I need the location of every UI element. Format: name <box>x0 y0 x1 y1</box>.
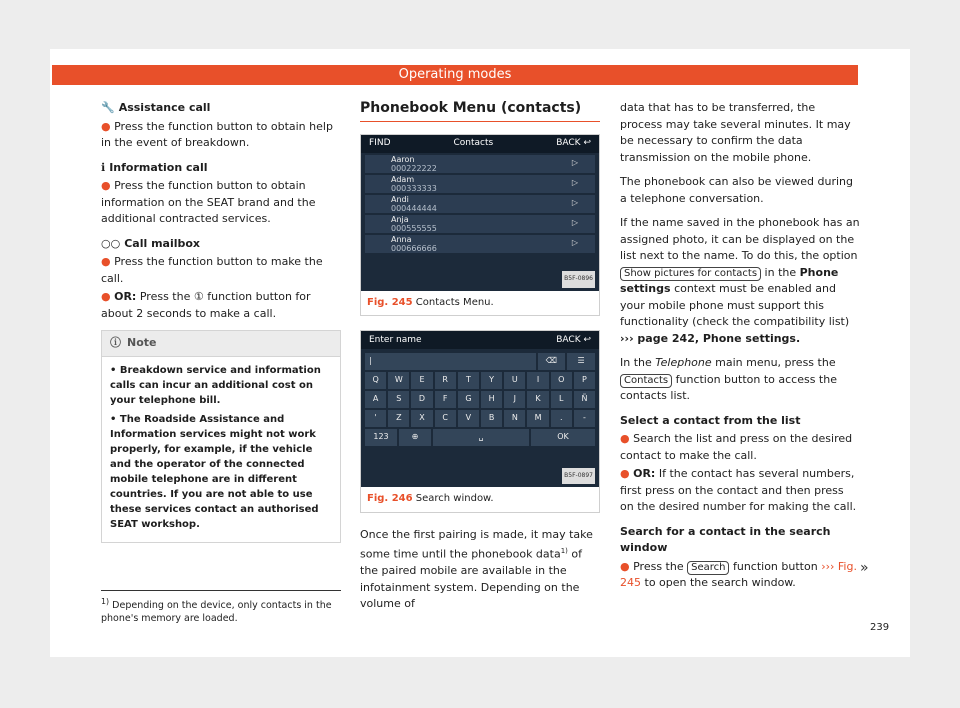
enter-name-title: Enter name <box>369 334 422 345</box>
list-item: ● Search the list and press on the desired contact to make the call. <box>620 432 853 462</box>
key[interactable]: X <box>411 410 432 427</box>
key[interactable]: Ñ <box>574 391 595 408</box>
key[interactable]: D <box>411 391 432 408</box>
key[interactable]: K <box>527 391 548 408</box>
column-2 <box>360 100 600 621</box>
wrench-icon: 🔧 <box>101 101 115 114</box>
key[interactable]: B <box>481 410 502 427</box>
continue-mark: » <box>860 560 869 576</box>
figure-246 <box>360 330 600 513</box>
key[interactable]: I <box>527 372 548 389</box>
note-header: ⓘ Note <box>102 331 340 357</box>
search-screen <box>361 331 599 487</box>
footnote: $^{1)}$ Depending on the device, only contacts in the phone's memory are loaded. <box>101 590 341 625</box>
mailbox-text2: ● OR: Press the ① function button for about 2 seconds to make a call. <box>101 290 311 320</box>
key[interactable]: F <box>435 391 456 408</box>
contacts-title: Contacts <box>453 138 494 149</box>
key[interactable]: U <box>504 372 525 389</box>
note-item: • The Roadside Assistance and Information services might not work properly, for example, if the vehicle and the operator of the connected mobile telephone are in different countries. If you are not able to use these services contact an authorised SEAT workshop. <box>110 413 319 530</box>
find-button[interactable]: FIND <box>369 138 391 149</box>
key[interactable]: G <box>458 391 479 408</box>
section-title: Phonebook Menu (contacts) <box>360 100 600 122</box>
key[interactable]: M <box>527 410 548 427</box>
paragraph: If the name saved in the phonebook has an assigned photo, it can be displayed on the list next to the name. To do this, the option Show pictures for contacts in the Phone settings context must be enabled and your mobile phone must support this functionality (check the compatibility list) ››› page 242, Phone settings. <box>620 216 860 345</box>
select-heading: Select a contact from the list <box>620 413 801 427</box>
play-icon[interactable]: ▷ <box>571 198 579 208</box>
key[interactable]: N <box>504 410 525 427</box>
key[interactable]: C <box>435 410 456 427</box>
play-icon[interactable]: ▷ <box>571 158 579 168</box>
assistance-heading: 🔧 Assistance call <box>101 100 341 117</box>
page-number: 239 <box>870 622 890 633</box>
key[interactable]: R <box>435 372 456 389</box>
contacts-screen <box>361 135 599 291</box>
key[interactable]: Q <box>365 372 386 389</box>
voicemail-icon: ○○ <box>101 236 121 250</box>
key[interactable]: Y <box>481 372 502 389</box>
key[interactable]: E <box>411 372 432 389</box>
list-item: ● OR: If the contact has several numbers, first press on the contact and then press on the desired number for making the call. <box>620 467 857 513</box>
numbers-key[interactable]: 123 <box>365 429 397 446</box>
section-header: Operating modes <box>52 65 858 85</box>
ok-key[interactable]: OK <box>531 429 595 446</box>
contact-row[interactable]: Aaron 000222222 ▷ <box>365 155 595 173</box>
info-icon: ⓘ <box>110 336 121 349</box>
info-icon: ℹ <box>101 160 106 174</box>
list-icon[interactable]: ☰ <box>567 353 595 370</box>
back-button[interactable]: BACK ↩ <box>556 334 591 345</box>
figure-caption: Fig. 246 Search window. <box>367 493 494 504</box>
paragraph: In the Telephone main menu, press the Contacts function button to access the contacts list. <box>620 356 837 402</box>
info-heading: ℹ Information call <box>101 160 341 177</box>
key[interactable]: P <box>574 372 595 389</box>
assistance-text: ● Press the function button to obtain help in the event of breakdown. <box>101 119 333 149</box>
globe-icon[interactable]: ⊕ <box>399 429 431 446</box>
key[interactable]: V <box>458 410 479 427</box>
delete-icon[interactable]: ⌫ <box>538 353 566 370</box>
list-item: ● Press the Search function button ››› Fig. 245 to open the search window. <box>620 559 857 589</box>
mailbox-heading: ○○ Call mailbox <box>101 236 341 253</box>
column-3 <box>620 100 860 600</box>
column-1 <box>101 100 341 543</box>
contact-row[interactable]: Anna 000666666 ▷ <box>365 235 595 253</box>
note-box <box>101 330 341 543</box>
figure-245 <box>360 134 600 317</box>
space-key[interactable]: ␣ <box>433 429 529 446</box>
figure-caption: Fig. 245 Contacts Menu. <box>367 296 494 308</box>
contact-row[interactable]: Adam 000333333 ▷ <box>365 175 595 193</box>
paragraph: data that has to be transferred, the process may take several minutes. It may be necessary to confirm the data transmission on the mobile phone. <box>620 101 851 164</box>
contact-row[interactable]: Andi 000444444 ▷ <box>365 195 595 213</box>
key[interactable]: T <box>458 372 479 389</box>
key[interactable]: H <box>481 391 502 408</box>
key[interactable]: L <box>551 391 572 408</box>
back-button[interactable]: BACK ↩ <box>556 138 591 149</box>
play-icon[interactable]: ▷ <box>571 238 579 248</box>
key[interactable]: O <box>551 372 572 389</box>
note-item: • Breakdown service and information calls can incur an additional cost on your telephone bill. <box>110 364 321 406</box>
play-icon[interactable]: ▷ <box>571 218 579 228</box>
key[interactable]: - <box>574 410 595 427</box>
info-text: ● Press the function button to obtain information on the SEAT brand and the additional contracted services. <box>101 179 316 225</box>
key[interactable]: J <box>504 391 525 408</box>
key[interactable]: S <box>388 391 409 408</box>
pairing-text: Once the first pairing is made, it may take some time until the phonebook data$^{1)}$ of the paired mobile are available in the infotainment system. Depending on the volume of <box>360 527 593 611</box>
figure-code: B5F-0897 <box>562 468 595 485</box>
figure-code: B5F-0896 <box>562 271 595 288</box>
digit-one-icon: ① <box>193 290 204 303</box>
mailbox-text1: ● Press the function button to make the call. <box>101 255 323 285</box>
contact-row[interactable]: Anja 000555555 ▷ <box>365 215 595 233</box>
key[interactable]: A <box>365 391 386 408</box>
paragraph: The phonebook can also be viewed during a telephone conversation. <box>620 175 854 205</box>
key[interactable]: Z <box>388 410 409 427</box>
search-heading: Search for a contact in the search window <box>620 524 831 554</box>
play-icon[interactable]: ▷ <box>571 178 579 188</box>
key[interactable]: W <box>388 372 409 389</box>
key[interactable]: ' <box>365 410 386 427</box>
name-input[interactable]: | <box>365 353 536 370</box>
key[interactable]: . <box>551 410 572 427</box>
